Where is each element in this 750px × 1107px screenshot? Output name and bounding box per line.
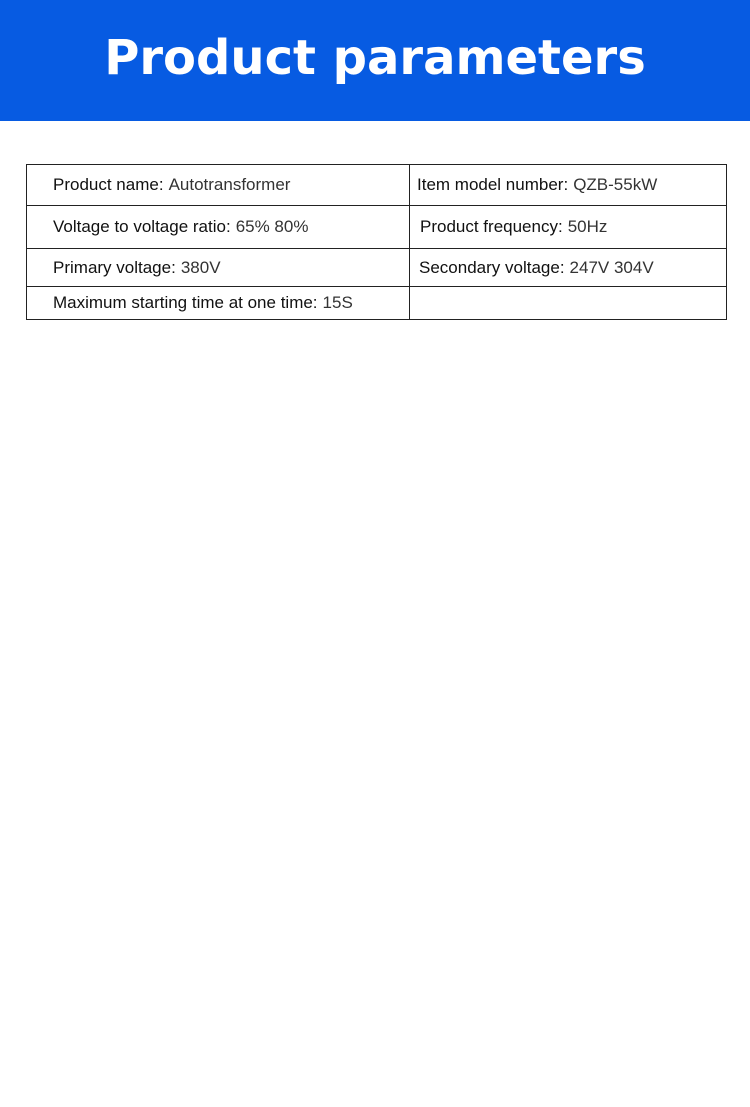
param-cell-primary-voltage xyxy=(27,249,410,287)
table-row xyxy=(27,165,727,206)
page-title: Product parameters xyxy=(104,29,646,86)
param-cell-product-frequency xyxy=(410,206,727,249)
param-value: 15S xyxy=(322,293,353,312)
param-cell-item-model-number xyxy=(410,165,727,206)
product-parameters-table xyxy=(26,164,727,320)
param-cell-voltage-ratio xyxy=(27,206,410,249)
param-label: Voltage to voltage ratio: xyxy=(53,217,231,236)
table-row xyxy=(27,249,727,287)
param-label: Primary voltage: xyxy=(53,257,176,277)
param-label: Maximum starting time at one time: xyxy=(53,293,318,312)
param-cell-empty xyxy=(410,287,727,320)
param-value: QZB-55kW xyxy=(573,175,658,194)
param-value: 65% 80% xyxy=(235,217,309,236)
param-cell-product-name xyxy=(27,165,410,206)
header-banner xyxy=(0,0,750,121)
param-value: 247V 304V xyxy=(569,257,654,277)
param-value: 380V xyxy=(180,257,221,277)
param-cell-max-starting-time xyxy=(27,287,410,320)
table-row xyxy=(27,206,727,249)
param-label: Product name: xyxy=(53,175,164,194)
table-row xyxy=(27,287,727,320)
param-label: Secondary voltage: xyxy=(419,257,565,277)
param-label: Product frequency: xyxy=(420,217,563,236)
param-value: Autotransformer xyxy=(168,175,291,194)
param-cell-secondary-voltage xyxy=(410,249,727,287)
param-label: Item model number: xyxy=(417,175,569,194)
param-value: 50Hz xyxy=(567,217,608,236)
